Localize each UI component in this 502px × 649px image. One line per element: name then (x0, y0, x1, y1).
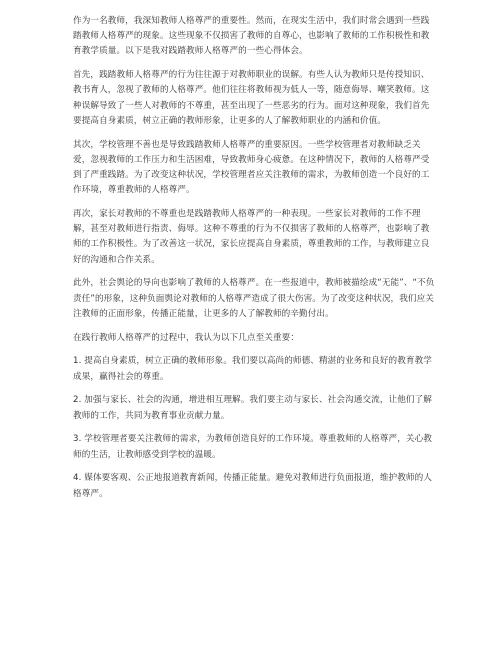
paragraph-fourth: 此外，社会舆论的导向也影响了教师的人格尊严。在一些报道中，教师被描绘成“无能”、“不负责任”的形象，这种负面舆论对教师的人格尊严造成了很大伤害。为了改变这种状况，我们应关注教师的正面形象，传播正能量，让更多的人了解教师的辛勤付出。 (73, 278, 435, 319)
list-number: 2. (73, 395, 82, 406)
list-text: 加强与家长、社会的沟通，增进相互理解。我们要主动与家长、社会沟通交流，让他们了解教师的工作，共同为教育事业贡献力量。 (73, 395, 433, 421)
list-item (73, 393, 435, 423)
list-number: 3. (73, 434, 82, 445)
paragraph-second: 其次，学校管理不善也是导致践踏教师人格尊严的重要原因。一些学校管理者对教师缺乏关爱，忽视教师的工作压力和生活困难，导致教师身心疲惫。在这种情况下，教师的人格尊严受到了严重践踏。为了改变这种状况，学校管理者应关注教师的需求，为教师创造一个良好的工作环境，尊重教师的人格尊严。 (73, 139, 430, 196)
list-text: 提高自身素质，树立正确的教师形象。我们要以高尚的师德、精湛的业务和良好的教育教学成果，赢得社会的尊重。 (73, 356, 433, 382)
list-text: 媒体要客观、公正地报道教育新闻，传播正能量。避免对教师进行负面报道，维护教师的人格尊严。 (73, 473, 433, 499)
paragraph-first: 首先，践踏教师人格尊严的行为往往源于对教师职业的误解。有些人认为教师只是传授知识、教书育人，忽视了教师的人格尊严。他们往往将教师视为低人一等，随意侮辱、嘲笑教师。这种误解导致了一些人对教师的不尊重，甚至出现了一些恶劣的行为。面对这种现象，我们首先要提高自身素质，树立正确的教师形象，让更多的人了解教师职业的内涵和价值。 (73, 70, 430, 126)
list-item (73, 432, 435, 462)
paragraph-third: 再次，家长对教师的不尊重也是践踏教师人格尊严的一种表现。一些家长对教师的工作不理解，甚至对教师进行指责、侮辱。这种不尊重的行为不仅损害了教师的人格尊严，也影响了教师的工作积极性。为了改善这一状况，家长应提高自身素质，尊重教师的工作，与教师建立良好的沟通和合作关系。 (73, 209, 430, 265)
list-number: 1. (73, 356, 82, 367)
list-number: 4. (73, 473, 82, 484)
list-item (73, 471, 435, 501)
list-item (73, 354, 435, 384)
list-text: 学校管理者要关注教师的需求，为教师创造良好的工作环境。尊重教师的人格尊严，关心教师的生活，让教师感受到学校的温暖。 (73, 434, 433, 460)
paragraph-list-intro: 在践行教师人格尊严的过程中，我认为以下几点至关重要： (73, 332, 300, 343)
document-body (73, 14, 435, 510)
paragraph-intro: 作为一名教师，我深知教师人格尊严的重要性。然而，在现实生活中，我们时常会遇到一些践踏教师人格尊严的现象。这些现象不仅损害了教师的自尊心，也影响了教师的工作积极性和教育教学质量。以下是我对践踏教师人格尊严的一些心得体会。 (73, 16, 430, 57)
